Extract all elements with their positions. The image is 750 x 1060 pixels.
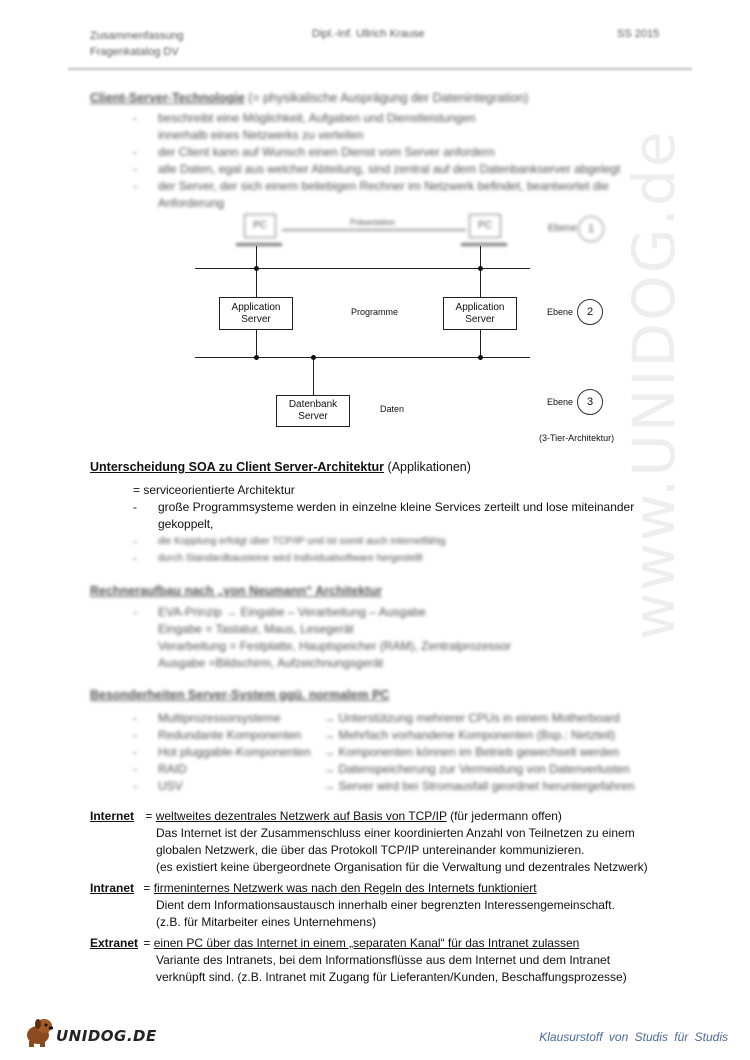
dog-mascot-icon [22,1015,56,1049]
unidog-logo [22,1015,157,1051]
pc-icon-left: PC [244,214,276,238]
app-right-connector [480,328,481,358]
pc-right-connector [480,246,481,298]
logo-text: UNIDOG.DE [56,1027,157,1045]
app-left-connector [256,328,257,358]
db-connector [313,358,314,395]
junction-dot [478,266,483,271]
header-left: Zusammenfassung Fragenkatalog DV [90,30,184,58]
section-client-server-title: Client-Server-Technologie (= physikalische Ausprägung der Datenintegration) [90,91,529,105]
section-soa-title: Unterscheidung SOA zu Client Server-Architektur (Applikationen) [90,460,471,474]
presentation-link [282,229,466,231]
internet-description: Das Internet ist der Zusammenschluss einer koordinierten Anzahl von Teilnetzen zu einem globalen Netzwerk, die über das Protokoll TCP/IP untereinander kommunizieren. (es existiert keine übergeordnete Organisation für die Verwaltung und dezentrales Netzwerk) [156,826,648,874]
soa-definition: = serviceorientierte Architektur [133,483,295,497]
diagram-caption: (3-Tier-Architektur) [539,433,615,443]
footer-slogan: Klausurstoff von Studis für Studis [539,1030,728,1044]
extranet-description: Variante des Intranets, bei dem Informationsflüsse aus dem Internet und dem Intranet verknüpft sind. (z.B. Intranet mit Zugang für Lieferanten/Kunden, Beschaffungsprozesse) [156,953,627,984]
section-von-neumann-title: Rechneraufbau nach „von Neumann“ Architektur [90,584,382,598]
ebene-2-circle: 2 [577,299,603,325]
application-server-right: Application Server [443,297,517,330]
programme-label: Programme [351,307,399,317]
database-server: Datenbank Server [276,395,350,427]
ebene-1-circle: 1 [578,216,604,242]
ebene-3-label: Ebene [547,397,574,407]
intranet-definition: Intranet = firmeninternes Netzwerk was nach den Regeln des Internets funktioniert [90,881,537,895]
application-server-left: Application Server [219,297,293,330]
internet-definition: Internet = weltweites dezentrales Netzwerk auf Basis von TCP/IP (für jedermann offen) [90,809,562,823]
ebene-2-label: Ebene [547,307,574,317]
pc-base-left [236,243,282,246]
ebene-1-label: Ebene [548,223,577,234]
header-center: Dipl.-Inf. Ullrich Krause [312,28,425,40]
presentation-label: Präsentation [350,218,395,227]
ebene-3-circle: 3 [577,389,603,415]
header-right: SS 2015 [617,28,660,40]
junction-dot [254,266,259,271]
section-server-system-title: Besonderheiten Server-System ggü. normalem PC [90,688,390,702]
junction-dot [478,355,483,360]
junction-dot [254,355,259,360]
daten-label: Daten [380,404,405,414]
pc-left-connector [256,246,257,298]
pc-base-right [461,243,507,246]
pc-icon-right: PC [469,214,501,238]
extranet-definition: Extranet = einen PC über das Internet in einem „separaten Kanal“ für das Intranet zulassen [90,936,580,950]
header-divider [68,68,692,70]
intranet-description: Dient dem Informationsaustausch innerhalb einer begrenzten Interessengemeinschaft. (z.B. für Mitarbeiter eines Unternehmens) [156,898,615,929]
watermark: www.UNIDOG.de [620,129,688,640]
junction-dot [311,355,316,360]
